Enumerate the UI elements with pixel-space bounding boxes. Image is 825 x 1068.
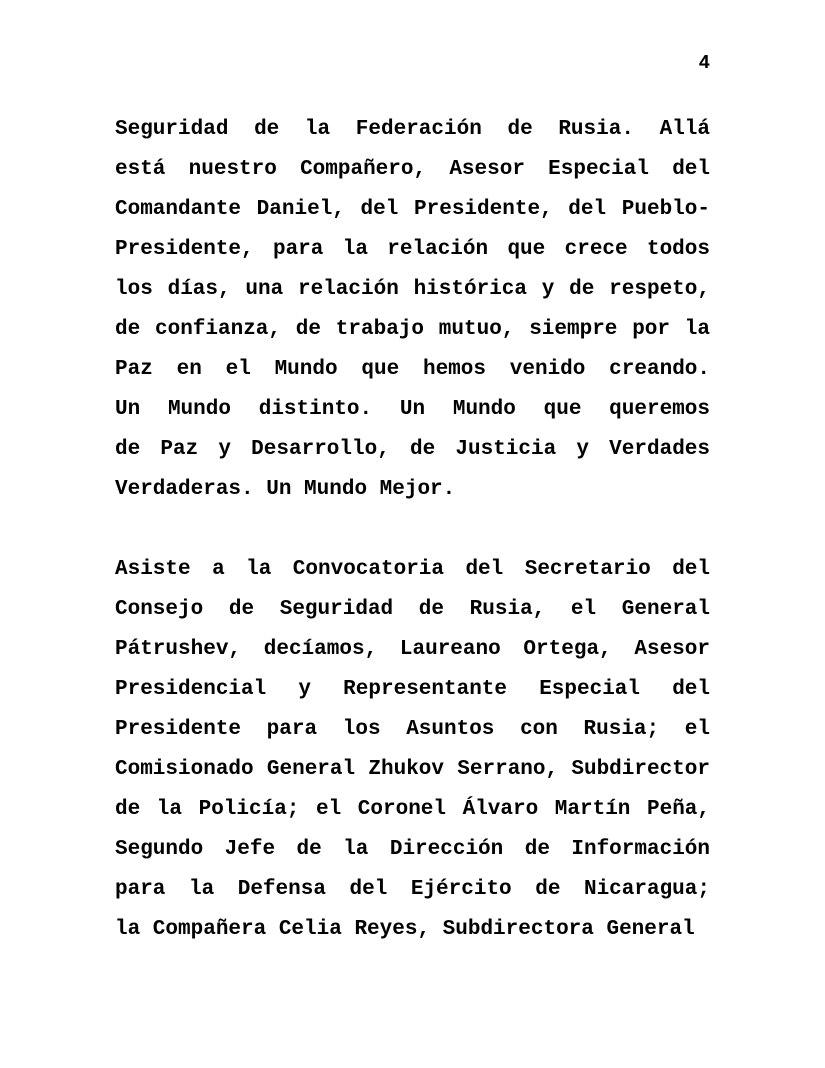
text-line: Comisionado General Zhukov Serrano, Subdirector	[115, 758, 710, 781]
text-line: Presidente para los Asuntos con Rusia; el	[115, 718, 710, 741]
text-line: Presidencial y Representante Especial del	[115, 678, 710, 701]
text-line: está nuestro Compañero, Asesor Especial del	[115, 158, 710, 181]
text-line: Verdaderas. Un Mundo Mejor.	[115, 478, 456, 501]
text-line: Comandante Daniel, del Presidente, del Pueblo-	[115, 198, 710, 221]
text-line: de confianza, de trabajo mutuo, siempre por la	[115, 318, 710, 341]
page-number: 4	[698, 52, 710, 74]
text-line: Paz en el Mundo que hemos venido creando.	[115, 358, 710, 381]
text-line: para la Defensa del Ejército de Nicaragua;	[115, 878, 710, 901]
text-line: los días, una relación histórica y de respeto,	[115, 278, 710, 301]
text-line: de Paz y Desarrollo, de Justicia y Verdades	[115, 438, 710, 461]
text-line: Segundo Jefe de la Dirección de Información	[115, 838, 710, 861]
text-line: Consejo de Seguridad de Rusia, el General	[115, 598, 710, 621]
paragraph	[115, 550, 710, 950]
text-line: Seguridad de la Federación de Rusia. Allá	[115, 118, 710, 141]
document-body	[115, 110, 710, 950]
text-line: Presidente, para la relación que crece todos	[115, 238, 710, 261]
text-line: Un Mundo distinto. Un Mundo que queremos	[115, 398, 710, 421]
text-line: Pátrushev, decíamos, Laureano Ortega, Asesor	[115, 638, 710, 661]
paragraph	[115, 110, 710, 510]
text-line: la Compañera Celia Reyes, Subdirectora General	[115, 918, 695, 941]
text-line: Asiste a la Convocatoria del Secretario del	[115, 558, 710, 581]
text-line: de la Policía; el Coronel Álvaro Martín Peña,	[115, 798, 710, 821]
